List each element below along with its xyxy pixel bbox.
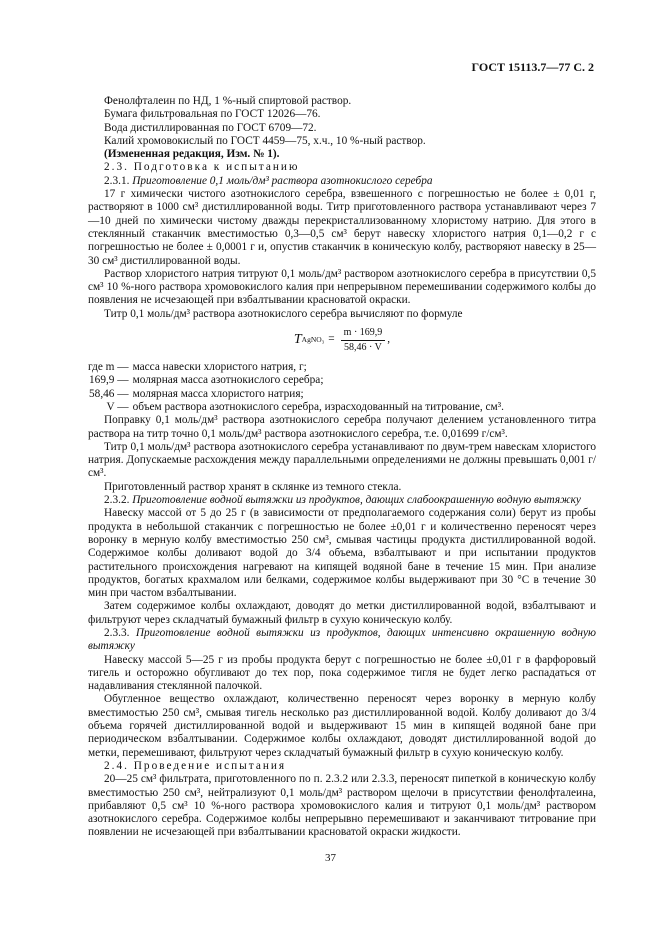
paragraph: Обугленное вещество охлаждают, количественно переносят через воронку в мерную колбу вместимостью 250 см³, смывая тигель несколько раз дистиллированной водой. Колбу доливают до 3/4 объема горячей дистиллированной водой и выдерживают 15 мин в кипящей водяной бане при периодическом взбалтывании. Содержимое колбы охлаждают, доводят дистиллированной водой до метки, перемешивают, фильтруют через складчатый бумажный фильтр в сухую коническую колбу. bbox=[88, 693, 596, 759]
paragraph: Титр 0,1 моль/дм³ раствора азотнокислого серебра вычисляют по формуле bbox=[104, 307, 463, 320]
reagent-line: Калий хромовокислый по ГОСТ 4459—75, х.ч., 10 %-ный раствор. bbox=[104, 134, 426, 147]
reagent-line: Вода дистиллированная по ГОСТ 6709—72. bbox=[104, 121, 317, 134]
formula-denominator: 58,46 · V bbox=[344, 341, 382, 353]
section-title: 2.3. Подготовка к испытанию bbox=[104, 161, 300, 174]
paragraph: Навеску массой 5—25 г из пробы продукта берут с погрешностью не более ±0,01 г в фарфоровый тигель и осторожно обугливают до тех пор, пока содержимое тигля не будет легко распадаться от надавливания стеклянной палочкой. bbox=[88, 653, 596, 693]
legend-key: V — bbox=[106, 400, 129, 413]
section-title: Приготовление водной вытяжки из продуктов, дающих интенсивно окрашенную водную вытяжку bbox=[88, 626, 596, 653]
legend-text: объем раствора азотнокислого серебра, израсходованный на титрование, см³. bbox=[132, 400, 504, 413]
formula: T AgNO₃ = $\frac{m \cdot 169,9}{58,46 \cdot V}$ , bbox=[293, 327, 391, 353]
section-number: 2.3.3. bbox=[104, 626, 130, 639]
section-number: 2.3.1. bbox=[104, 174, 130, 187]
section-title: 2.4. Проведение испытания bbox=[104, 759, 287, 772]
section-title: Приготовление 0,1 моль/дм³ раствора азотнокислого серебра bbox=[132, 174, 433, 187]
formula-lhs: T bbox=[293, 332, 302, 348]
legend-key: 58,46 — bbox=[89, 387, 129, 400]
legend-text: молярная масса хлористого натрия; bbox=[132, 387, 304, 400]
reagent-line: Фенолфталеин по НД, 1 %-ный спиртовой раствор. bbox=[104, 95, 352, 107]
section-2-4-heading bbox=[88, 760, 596, 773]
formula-tail: , bbox=[387, 333, 391, 346]
paragraph: Приготовленный раствор хранят в склянке из темного стекла. bbox=[104, 480, 402, 493]
formula-numerator: m · 169,9 bbox=[341, 326, 386, 340]
legend-text: молярная масса азотнокислого серебра; bbox=[132, 374, 324, 387]
paragraph: Навеску массой от 5 до 25 г (в зависимости от предполагаемого содержания соли) берут из пробы продукта в небольшой стаканчик с погрешностью не более ±0,01 г и количественно переносят через воронку в мерную колбу вместимостью 250 см³, смывая частицы продукта дистиллированной водой. Содержимое колбы доливают водой до 3/4 объема, взбалтывают и при испытании продуктов растительного происхождения нагревают на кипящей водяной бане в течение 15 мин. При анализе продуктов, богатых крахмалом или белками, содержимое колбы выдерживают при 30 °С в течение 30 мин при частом взбалтывании. bbox=[88, 507, 596, 600]
section-2-3-3-heading bbox=[88, 627, 596, 654]
page-number: 37 bbox=[325, 852, 336, 864]
section-2-3-2-heading bbox=[88, 494, 596, 507]
formula-legend bbox=[88, 361, 596, 414]
section-title: Приготовление водной вытяжки из продуктов, дающих слабоокрашенную водную вытяжку bbox=[132, 494, 581, 507]
paragraph: 20—25 см³ фильтрата, приготовленного по п. 2.3.2 или 2.3.3, переносят пипеткой в коническую колбу вместимостью 250 см³, нейтрализуют 0,1 моль/дм³ раствором щелочи в присутствии фенолфталеина, прибавляют 0,5 см³ 10 %-ного раствора хромовокислого калия и титруют 0,1 моль/дм³ раствором азотнокислого серебра. Содержимое колбы непрерывно перемешивают и заканчивают титрование при появлении не исчезающей при взбалтывании красноватой окраски жидкости. bbox=[88, 773, 596, 839]
reagent-line: Бумага фильтровальная по ГОСТ 12026—76. bbox=[104, 108, 321, 121]
section-2-3-1-heading bbox=[88, 175, 596, 188]
paragraph: Затем содержимое колбы охлаждают, доводят до метки дистиллированной водой, взбалтывают и фильтруют через складчатый бумажный фильтр в сухую коническую колбу. bbox=[88, 600, 596, 626]
paragraph: 17 г химически чистого азотнокислого серебра, взвешенного с погрешностью не более ± 0,01 г, растворяют в 1000 см³ дистиллированной воды. Титр приготовленного раствора устанавливают через 7—10 дней по химически чистому дважды перекристаллизованному хлористому натрию. Для этого в стеклянный стаканчик вместимостью 0,3—0,5 см³ берут навеску хлористого натрия 0,1—0,2 г с погрешностью не более ± 0,0001 г и, опустив стаканчик в коническую колбу, растворяют навеску в 25—30 см³ дистиллированной воды. bbox=[88, 188, 596, 267]
paragraph: Поправку 0,1 моль/дм³ раствора азотнокислого серебра получают делением установленного титра раствора на титр точно 0,1 моль/дм³ раствора азотнокислого серебра, т.е. 0,01699 г/см³. bbox=[88, 414, 596, 440]
section-number: 2.3.2. bbox=[104, 494, 130, 507]
document-body bbox=[88, 95, 596, 840]
formula-fraction bbox=[341, 326, 386, 354]
section-2-3-heading bbox=[88, 161, 596, 174]
legend-key: где m — bbox=[88, 361, 129, 374]
formula-equals: = bbox=[328, 333, 335, 346]
paragraph: Титр 0,1 моль/дм³ раствора азотнокислого серебра устанавливают по двум-трем навескам хлористого натрия. Допускаемые расхождения между параллельными определениями не должны превышать 0,001 г/см³. bbox=[88, 440, 596, 480]
edition-note: (Измененная редакция, Изм. № 1). bbox=[104, 148, 280, 161]
page-header: ГОСТ 15113.7—77 С. 2 bbox=[471, 60, 594, 74]
legend-key: 169,9 — bbox=[89, 374, 129, 387]
paragraph: Раствор хлористого натрия титруют 0,1 моль/дм³ раствором азотнокислого серебра в присутствии 0,5 см³ 10 %-ного раствора хромовокислого калия при непрерывном перемешивании содержимого колбы до появления не исчезающей при взбалтывании красноватой окраски. bbox=[88, 267, 596, 307]
legend-text: масса навески хлористого натрия, г; bbox=[132, 361, 307, 374]
